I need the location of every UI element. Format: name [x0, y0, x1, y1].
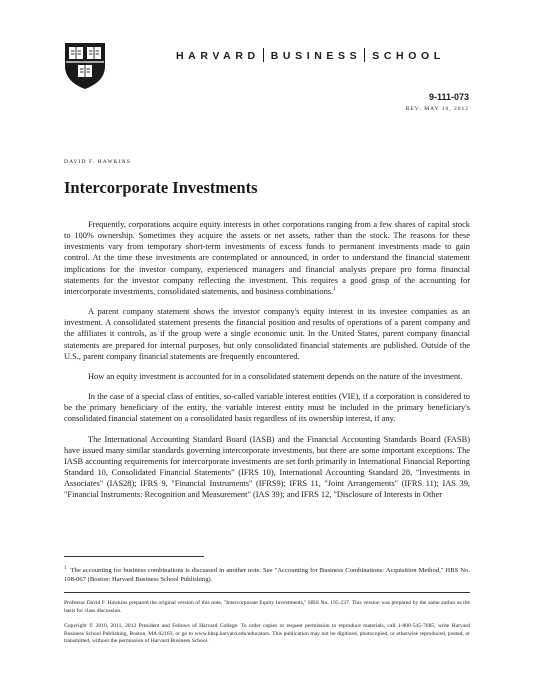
- preparation-note: Professor David F. Hawkins prepared the original version of this note, "Intercorporate Equity Investments," HBS No. 195-237. This version was prepared by the same author as the basis for class discussion.: [64, 600, 470, 614]
- divider: [364, 48, 365, 62]
- paragraph: How an equity investment is accounted for in a consolidated statement depends on the nature of the investment.: [88, 371, 463, 381]
- body-text: [64, 219, 470, 509]
- school-name-part-2: BUSINESS: [270, 50, 362, 62]
- footnote: [64, 566, 470, 584]
- footnote-text: The accounting for business combinations is discussed in another note. See "Accounting for Business Combinations: Acquisition Method," HBS No. 108-067 (Boston: Harvard Business School Publishing).: [64, 567, 470, 583]
- footer-divider: [64, 592, 470, 593]
- school-name-part-3: SCHOOL: [372, 50, 445, 62]
- author-name: DAVID F. HAWKINS: [64, 159, 131, 165]
- document-title: Intercorporate Investments: [64, 178, 258, 197]
- document-number: 9-111-073: [428, 92, 469, 102]
- divider: [263, 48, 264, 62]
- footnote-marker: 1: [333, 286, 336, 293]
- paragraph: The International Accounting Standard Board (IASB) and the Financial Accounting Standards Board (FASB) have issued many similar standards governing intercorporate investments, but there are some important exceptions. The IASB accounting requirements for intercorporate investments are set forth primarily in International Financial Reporting Standard 10, Consolidated Financial Statements" (IFRS 10), International Accounting Standard 28, "Investments in Associates" (IAS28); IFRS 9, "Financial Instruments" (IFRS9); IFRS 11, "Joint Arrangements" (IFRS 11); IAS 39, "Financial Instruments: Recognition and Measurement" (IAS 39); and IFRS 12, "Disclosure of Interests in Other: [64, 434, 470, 500]
- school-name: [176, 48, 445, 62]
- paragraph: A parent company statement shows the investor company's equity interest in its investee companies as an investment. A consolidated statement presents the financial position and results of operations of a parent company and the affiliates it controls, as if the group were a single economic unit. In the United States, parent company financial statements are prepared for internal purposes, but only consolidated financial statements are published. Outside of the U.S., parent company financial statements are frequently encountered.: [64, 307, 470, 361]
- footnote-divider: [64, 556, 204, 557]
- paragraph: [64, 219, 470, 297]
- paragraph: In the case of a special class of entities, so-called variable interest entities (VIE), if a corporation is considered to be the primary beneficiary of the entity, the variable interest entity must be included in the primary beneficiary's consolidated financial statement on a consolidated basis regardless of its ownership interest, if any.: [64, 392, 470, 424]
- harvard-shield-logo: [64, 42, 106, 90]
- paragraph-text: Frequently, corporations acquire equity interests in other corporations ranging from a few shares of capital stock to 100% ownership. Sometimes they acquire the assets or net assets, rather than the stock. The reasons for these investments vary from temporary short-term investments of excess funds to permanent investments made to gain control. At the time these investments are contemplated or announced, in order to understand the financial statement implications for the investor company, experienced managers and financial analysts prepare pro forma financial statements for the investor company reflecting the investment. This requires a good grasp of the accounting for intercorporate investments, consolidated statements, and business combinations.: [64, 220, 470, 296]
- revision-date: REV: MAY 16, 2012: [405, 106, 469, 112]
- school-name-part-1: HARVARD: [176, 50, 260, 62]
- copyright-notice: Copyright © 2010, 2011, 2012 President and Fellows of Harvard College. To order copies or request permission to reproduce materials, call 1-800-545-7685, write Harvard Business School Publishing, Boston, MA 02163, or go to www.hbsp.harvard.edu/educators. This publication may not be digitized, photocopied, or otherwise reproduced, posted, or transmitted, without the permission of Harvard Business School.: [64, 623, 470, 645]
- footnote-number: 1: [64, 565, 67, 571]
